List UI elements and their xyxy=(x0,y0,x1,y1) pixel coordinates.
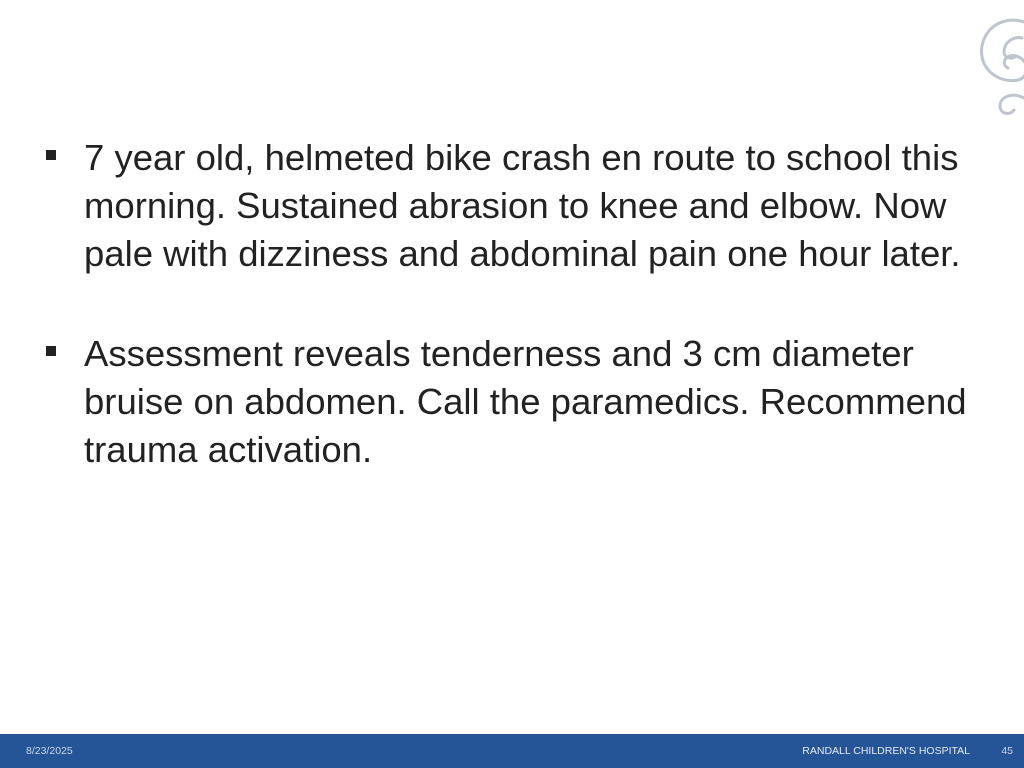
footer-date: 8/23/2025 xyxy=(26,745,73,757)
bullet-text: 7 year old, helmeted bike crash en route to school this morning. Sustained abrasion to knee and elbow. Now pale with dizziness and abdominal pain one hour later. xyxy=(84,137,961,274)
slide-number: 45 xyxy=(1001,745,1013,757)
bullet-item xyxy=(46,330,986,474)
square-bullet-icon xyxy=(46,150,56,160)
bullet-item xyxy=(46,134,986,278)
bullet-text: Assessment reveals tenderness and 3 cm diameter bruise on abdomen. Call the paramedics. Recommend trauma activation. xyxy=(84,333,967,470)
footer-bar xyxy=(0,734,1024,768)
slide-content xyxy=(46,134,986,526)
decorative-swirl-icon xyxy=(968,10,1024,125)
footer-organization: RANDALL CHILDREN'S HOSPITAL xyxy=(802,745,970,757)
square-bullet-icon xyxy=(46,346,56,356)
